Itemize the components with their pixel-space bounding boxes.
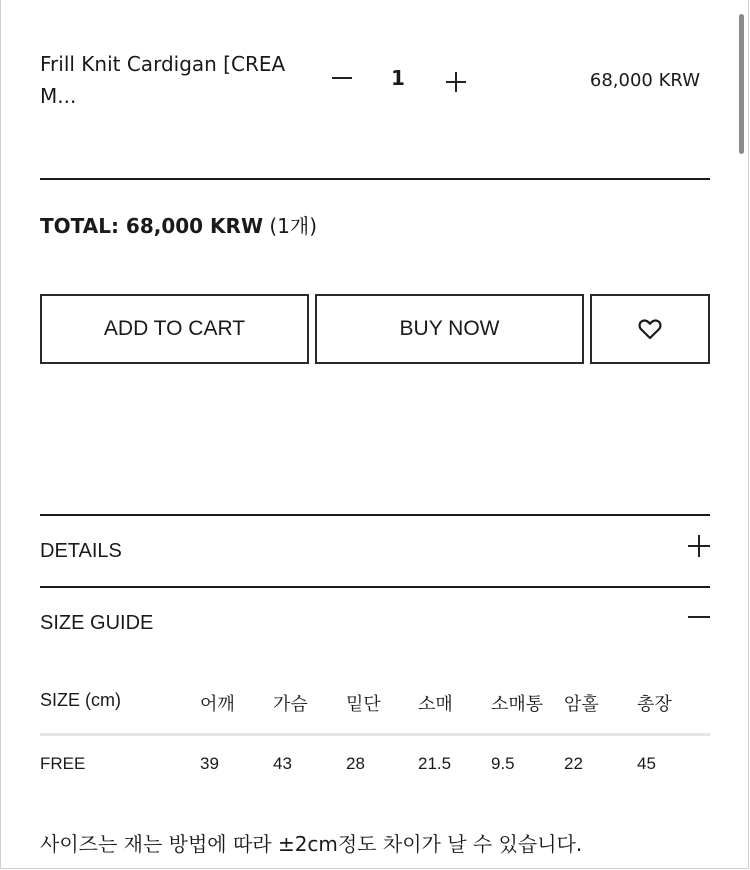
decrease-quantity-button[interactable] — [330, 66, 354, 90]
table-header-cell: 가슴 — [273, 694, 308, 714]
table-header-cell: SIZE (cm) — [40, 690, 121, 710]
table-row — [40, 754, 710, 794]
table-cell: 43 — [273, 754, 292, 773]
cart-line-item — [40, 48, 710, 118]
table-cell: 45 — [637, 754, 656, 773]
table-header-cell: 소매통 — [491, 694, 544, 714]
divider — [40, 514, 710, 516]
add-to-cart-button[interactable]: ADD TO CART — [40, 294, 309, 364]
table-header-cell: 총장 — [637, 694, 672, 714]
increase-quantity-button[interactable] — [444, 70, 468, 94]
total-label: TOTAL: 68,000 KRW — [40, 214, 264, 238]
table-cell: FREE — [40, 754, 86, 773]
wishlist-button[interactable] — [590, 294, 710, 364]
quantity-value: 1 — [391, 66, 405, 90]
table-header-cell: 암홀 — [564, 694, 599, 714]
total-price — [40, 210, 317, 239]
table-cell: 28 — [346, 754, 365, 773]
table-header-row — [40, 690, 710, 730]
buy-now-button[interactable]: BUY NOW — [315, 294, 584, 364]
product-name: Frill Knit Cardigan [CREAM... — [40, 52, 286, 108]
size-table — [40, 690, 710, 794]
table-divider — [40, 733, 710, 736]
table-cell: 21.5 — [418, 754, 452, 773]
table-cell: 22 — [564, 754, 583, 773]
divider — [40, 178, 710, 180]
size-guide-accordion-title[interactable]: SIZE GUIDE — [40, 612, 154, 634]
table-header-cell: 어깨 — [200, 694, 235, 714]
table-cell: 39 — [200, 754, 219, 773]
size-note: 사이즈는 재는 방법에 따라 ±2cm정도 차이가 날 수 있습니다. — [40, 832, 583, 856]
divider — [40, 586, 710, 588]
collapse-minus-icon[interactable] — [688, 606, 710, 628]
expand-plus-icon[interactable] — [688, 535, 710, 557]
scrollbar[interactable] — [739, 14, 744, 154]
table-header-cell: 소매 — [418, 694, 453, 714]
heart-icon — [638, 318, 662, 340]
table-cell: 9.5 — [491, 754, 515, 773]
table-header-cell: 밑단 — [346, 694, 381, 714]
details-accordion-title[interactable]: DETAILS — [40, 540, 122, 562]
line-price: 68,000 KRW — [589, 70, 700, 91]
total-count: (1개) — [269, 214, 318, 238]
